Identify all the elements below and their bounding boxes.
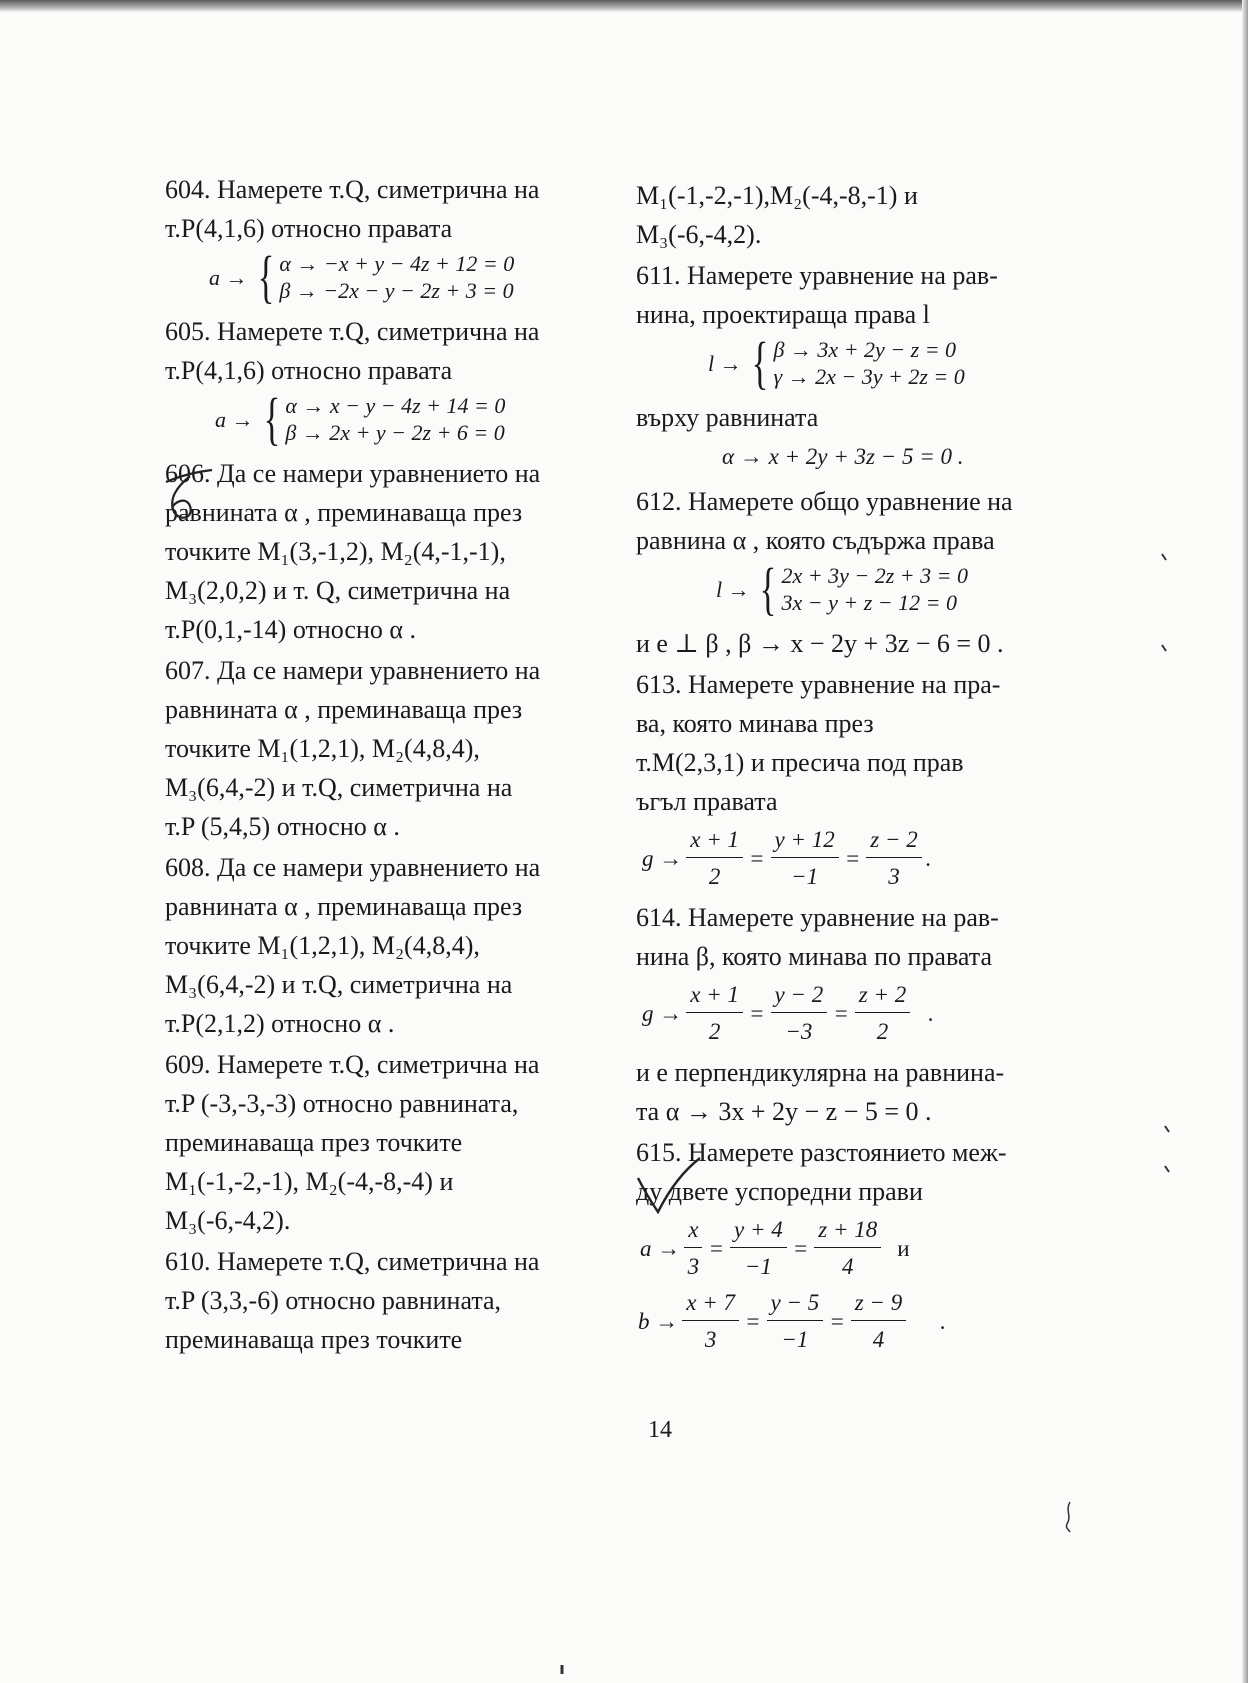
scan-edge-top xyxy=(0,0,1248,12)
numerator: y + 4 xyxy=(730,1215,787,1248)
problem-611-line-2: нина, проектираща права l xyxy=(636,300,930,329)
fraction xyxy=(684,1215,702,1282)
problem-607-line-4: M₃(6,4,-2) и т.Q, симетрична на xyxy=(165,773,513,802)
system-equation: 2x + 3y − 2z + 3 = 0 xyxy=(781,563,968,588)
problem-606-line-1: 606. Да се намери уравнението на xyxy=(165,459,541,488)
denominator: 3 xyxy=(704,1327,717,1352)
left-column xyxy=(165,170,593,1361)
problem-614-line-1: 614. Намерете уравнение на рав- xyxy=(636,903,999,932)
problem-611-line-1: 611. Намерете уравнение на рав- xyxy=(636,261,998,290)
problem-609-line-3: преминаваща през точките xyxy=(165,1128,463,1157)
denominator: 4 xyxy=(872,1327,885,1352)
fraction xyxy=(771,825,839,892)
system-label: l → xyxy=(716,576,750,602)
problem-610-continued xyxy=(636,176,1064,254)
problem-610-cont-line-1: M₁(-1,-2,-1),M₂(-4,-8,-1) и xyxy=(636,181,918,210)
problem-614-after-1: и е перпендикулярна на равнина- xyxy=(636,1058,1005,1087)
problem-608-line-3: точките M₁(1,2,1), M₂(4,8,4), xyxy=(165,931,480,960)
problem-604-line-1: 604. Намерете т.Q, симетрична на xyxy=(165,175,540,204)
fraction xyxy=(682,1288,739,1355)
problem-610-line-3: преминаваща през точките xyxy=(165,1325,463,1354)
numerator: x xyxy=(684,1215,702,1248)
problem-613-line-3: т.M(2,3,1) и пресича под прав xyxy=(636,748,964,777)
problem-611 xyxy=(636,256,1064,476)
problem-605 xyxy=(165,312,593,451)
problem-615 xyxy=(636,1133,1064,1355)
problem-614 xyxy=(636,898,1064,1131)
problem-611-system xyxy=(708,330,1064,395)
equation-label: b → xyxy=(638,1309,679,1334)
problem-615-line-2: ду двете успоредни прави xyxy=(636,1177,923,1206)
problem-612-line-2: равнина α , която съдържа права xyxy=(636,526,995,555)
problem-613 xyxy=(636,665,1064,892)
problem-606 xyxy=(165,454,593,649)
scan-edge-right xyxy=(1242,0,1248,1683)
problem-608-line-2: равнината α , преминаваща през xyxy=(165,892,523,921)
problem-614-line-2: нина β, която минава по правата xyxy=(636,942,992,971)
problem-606-line-2: равнината α , преминаваща през xyxy=(165,498,523,527)
scan-speck-icon xyxy=(1163,1164,1171,1174)
problem-605-line-2: т.P(4,1,6) относно правата xyxy=(165,356,453,385)
fraction xyxy=(771,980,828,1047)
equation-end: . xyxy=(925,846,932,871)
denominator: −3 xyxy=(785,1019,813,1044)
brace-icon: { xyxy=(759,556,776,621)
system-label: l → xyxy=(708,350,742,376)
system-equation: 3x − y + z − 12 = 0 xyxy=(781,590,957,615)
numerator: y − 5 xyxy=(767,1288,824,1321)
equation-end: . xyxy=(928,1001,935,1026)
problem-615-line-a: a → $\frac{x}{3}$ = $\frac{y + 4}{-1}$ = $\frac{z + 18}{4}$ и xyxy=(640,1215,1064,1282)
problem-610-cont-line-2: M₃(-6,-4,2). xyxy=(636,220,762,249)
numerator: z − 9 xyxy=(851,1288,906,1321)
problem-612-after: и е ⊥ β , β → x − 2y + 3z − 6 = 0 . xyxy=(636,629,1004,658)
denominator: 4 xyxy=(842,1254,854,1279)
problem-607-line-5: т.P (5,4,5) относно α . xyxy=(165,812,400,841)
numerator: x + 7 xyxy=(682,1288,739,1321)
equation-label: a → xyxy=(640,1236,681,1261)
problem-609-line-1: 609. Намерете т.Q, симетрична на xyxy=(165,1050,540,1079)
problem-604 xyxy=(165,170,593,309)
numerator: x + 1 xyxy=(686,980,743,1013)
numerator: x + 1 xyxy=(686,825,743,858)
problem-606-line-4: M₃(2,0,2) и т. Q, симетрична на xyxy=(165,576,511,605)
system-equation: α → x − y − 4z + 14 = 0 xyxy=(285,393,506,418)
problem-615-line-1: 615. Намерете разстоянието меж- xyxy=(636,1138,1007,1167)
problem-612-system xyxy=(716,556,1064,621)
denominator: 3 xyxy=(687,1254,700,1279)
numerator: z + 2 xyxy=(855,980,910,1013)
equation-end: и xyxy=(897,1236,910,1261)
problem-612 xyxy=(636,482,1064,663)
problem-607-line-2: равнината α , преминаваща през xyxy=(165,695,523,724)
problem-613-line-equation: g → $\frac{x + 1}{2}$ = $\frac{y + 12}{-1}$ = $\frac{z - 2}{3}$ . xyxy=(642,825,1064,892)
brace-icon: { xyxy=(263,386,280,451)
denominator: 2 xyxy=(876,1019,889,1044)
scan-speck-icon xyxy=(1160,643,1168,653)
problem-606-line-3: точките M₁(3,-1,2), M₂(4,-1,-1), xyxy=(165,537,506,566)
problem-611-after: върху равнината xyxy=(636,403,819,432)
scan-speck-icon xyxy=(1163,1124,1171,1134)
problem-612-line-1: 612. Намерете общо уравнение на xyxy=(636,487,1013,516)
numerator: z − 2 xyxy=(866,825,921,858)
fraction xyxy=(814,1215,881,1282)
problem-610 xyxy=(165,1242,593,1359)
brace-icon: { xyxy=(257,244,274,309)
denominator: −1 xyxy=(791,864,819,889)
fraction xyxy=(851,1288,906,1355)
equation-label: g → xyxy=(642,846,683,871)
problem-613-line-4: ъгъл правата xyxy=(636,787,778,816)
problem-613-line-1: 613. Намерете уравнение на пра- xyxy=(636,670,1001,699)
problem-604-line-2: т.P(4,1,6) относно правата xyxy=(165,214,453,243)
problem-613-line-2: ва, която минава през xyxy=(636,709,874,738)
numerator: z + 18 xyxy=(814,1215,881,1248)
fraction xyxy=(686,825,743,892)
numerator: y − 2 xyxy=(771,980,828,1013)
system-equation: β → 2x + y − 2z + 6 = 0 xyxy=(285,420,505,445)
problem-615-line-b: b → $\frac{x + 7}{3}$ = $\frac{y - 5}{-1}$ = $\frac{z - 9}{4}$ . xyxy=(638,1288,1064,1355)
fraction xyxy=(767,1288,824,1355)
problem-608-line-5: т.P(2,1,2) относно α . xyxy=(165,1009,395,1038)
fraction xyxy=(730,1215,787,1282)
problem-611-plane: α → x + 2y + 3z − 5 = 0 . xyxy=(722,444,964,469)
denominator: −1 xyxy=(744,1254,772,1279)
page-number: 14 xyxy=(648,1417,672,1443)
problem-607-line-3: точките M₁(1,2,1), M₂(4,8,4), xyxy=(165,734,480,763)
system-equation: α → −x + y − 4z + 12 = 0 xyxy=(279,251,515,276)
brace-icon: { xyxy=(751,330,768,395)
fraction xyxy=(855,980,910,1047)
right-column xyxy=(636,176,1064,1361)
system-equation: γ → 2x − 3y + 2z = 0 xyxy=(773,364,965,389)
denominator: −1 xyxy=(781,1327,809,1352)
problem-608-line-1: 608. Да се намери уравнението на xyxy=(165,853,541,882)
scan-speck-icon xyxy=(1160,552,1168,562)
equation-end: . xyxy=(940,1309,947,1334)
system-label: a → xyxy=(215,406,254,432)
problem-610-line-2: т.P (3,3,-6) относно равнината, xyxy=(165,1286,502,1315)
problem-606-line-5: т.P(0,1,-14) относно α . xyxy=(165,615,416,644)
problem-607-line-1: 607. Да се намери уравнението на xyxy=(165,656,541,685)
scan-speck-icon xyxy=(558,1664,566,1676)
problem-605-line-1: 605. Намерете т.Q, симетрична на xyxy=(165,317,540,346)
problem-610-line-1: 610. Намерете т.Q, симетрична на xyxy=(165,1247,540,1276)
system-label: a → xyxy=(209,264,248,290)
problem-608-line-4: M₃(6,4,-2) и т.Q, симетрична на xyxy=(165,970,513,999)
system-equation: β → −2x − y − 2z + 3 = 0 xyxy=(279,278,514,303)
problem-609-line-2: т.P (-3,-3,-3) относно равнината, xyxy=(165,1089,519,1118)
problem-608 xyxy=(165,848,593,1043)
denominator: 3 xyxy=(888,864,900,889)
fraction xyxy=(686,980,743,1047)
scan-speck-icon xyxy=(1062,1500,1076,1534)
system-equation: β → 3x + 2y − z = 0 xyxy=(773,337,957,362)
fraction xyxy=(866,825,921,892)
problem-609 xyxy=(165,1045,593,1240)
problem-609-line-4: M₁(-1,-2,-1), M₂(-4,-8,-4) и xyxy=(165,1167,454,1196)
problem-614-after-2: та α → 3x + 2y − z − 5 = 0 . xyxy=(636,1097,932,1126)
denominator: 2 xyxy=(708,864,721,889)
problem-605-system xyxy=(215,386,593,451)
numerator: y + 12 xyxy=(771,825,839,858)
problem-609-line-5: M₃(-6,-4,2). xyxy=(165,1206,291,1235)
problem-604-system xyxy=(209,244,593,309)
equation-label: g → xyxy=(642,1001,683,1026)
problem-607 xyxy=(165,651,593,846)
problem-614-line-equation: g → $\frac{x + 1}{2}$ = $\frac{y - 2}{-3}$ = $\frac{z + 2}{2}$ . xyxy=(642,980,1064,1047)
denominator: 2 xyxy=(708,1019,721,1044)
